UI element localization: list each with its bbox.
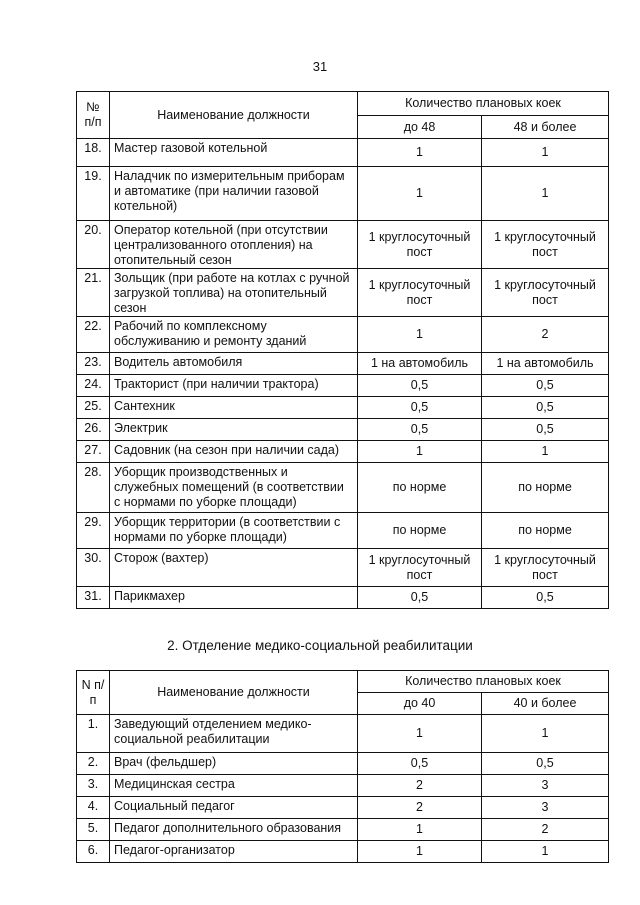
row-number: 1.: [77, 715, 110, 753]
count-col2: 1 круглосуточный пост: [482, 549, 609, 587]
count-col1: по норме: [358, 463, 482, 513]
table-row: [77, 513, 609, 549]
position-name: Педагог дополнительного образования: [110, 819, 358, 841]
table-row: [77, 419, 609, 441]
row-number: 24.: [77, 375, 110, 397]
count-col2: 0,5: [482, 753, 609, 775]
count-col1: 1: [358, 139, 482, 167]
row-number: 6.: [77, 841, 110, 863]
count-col1: 1: [358, 715, 482, 753]
position-name: Медицинская сестра: [110, 775, 358, 797]
count-col1: 1: [358, 317, 482, 353]
header-bed-count: Количество плановых коек: [358, 671, 609, 693]
position-name: Наладчик по измерительным приборам и автоматике (при наличии газовой котельной): [110, 167, 358, 221]
table-row: [77, 715, 609, 753]
count-col1: 0,5: [358, 753, 482, 775]
position-name: Уборщик производственных и служебных помещений (в соответствии с нормами по уборке площади): [110, 463, 358, 513]
count-col1: 1: [358, 819, 482, 841]
row-number: 22.: [77, 317, 110, 353]
table-row: [77, 775, 609, 797]
position-name: Мастер газовой котельной: [110, 139, 358, 167]
row-number: 31.: [77, 587, 110, 609]
row-number: 29.: [77, 513, 110, 549]
count-col2: 0,5: [482, 375, 609, 397]
count-col1: 0,5: [358, 419, 482, 441]
table-row: [77, 167, 609, 221]
position-name: Врач (фельдшер): [110, 753, 358, 775]
table-row: [77, 441, 609, 463]
row-number: 25.: [77, 397, 110, 419]
count-col1: 1: [358, 167, 482, 221]
count-col1: 1: [358, 841, 482, 863]
header-num: N п/п: [77, 671, 110, 715]
count-col2: 1 круглосуточный пост: [482, 269, 609, 317]
table-row: [77, 397, 609, 419]
count-col2: 3: [482, 797, 609, 819]
row-number: 20.: [77, 221, 110, 269]
header-col-40-and-more: 40 и более: [482, 693, 609, 715]
position-name: Садовник (на сезон при наличии сада): [110, 441, 358, 463]
count-col2: 0,5: [482, 397, 609, 419]
table-row: [77, 797, 609, 819]
count-col1: 0,5: [358, 587, 482, 609]
count-col1: 1 круглосуточный пост: [358, 221, 482, 269]
count-col1: по норме: [358, 513, 482, 549]
table-row: [77, 753, 609, 775]
table-row: [77, 841, 609, 863]
count-col2: 0,5: [482, 419, 609, 441]
table-row: [77, 317, 609, 353]
row-number: 3.: [77, 775, 110, 797]
count-col2: по норме: [482, 463, 609, 513]
position-name: Электрик: [110, 419, 358, 441]
count-col2: 2: [482, 819, 609, 841]
position-name: Заведующий отделением медико-социальной реабилитации: [110, 715, 358, 753]
row-number: 23.: [77, 353, 110, 375]
table-row: [77, 353, 609, 375]
position-name: Сантехник: [110, 397, 358, 419]
count-col2: 1 на автомобиль: [482, 353, 609, 375]
row-number: 26.: [77, 419, 110, 441]
count-col2: 1: [482, 841, 609, 863]
row-number: 19.: [77, 167, 110, 221]
header-col-up-to-40: до 40: [358, 693, 482, 715]
count-col2: по норме: [482, 513, 609, 549]
row-number: 18.: [77, 139, 110, 167]
table-row: [77, 221, 609, 269]
position-name: Водитель автомобиля: [110, 353, 358, 375]
page-number: 31: [312, 59, 328, 74]
count-col2: 1: [482, 715, 609, 753]
count-col2: 2: [482, 317, 609, 353]
position-name: Сторож (вахтер): [110, 549, 358, 587]
table-row: [77, 587, 609, 609]
table-row: [77, 375, 609, 397]
count-col1: 0,5: [358, 375, 482, 397]
header-col-48-and-more: 48 и более: [482, 116, 609, 139]
row-number: 28.: [77, 463, 110, 513]
position-name: Рабочий по комплексному обслуживанию и ремонту зданий: [110, 317, 358, 353]
count-col2: 3: [482, 775, 609, 797]
header-num: № п/п: [77, 92, 110, 139]
position-name: Социальный педагог: [110, 797, 358, 819]
table-row: [77, 269, 609, 317]
section-title: 2. Отделение медико-социальной реабилитации: [167, 638, 473, 653]
header-col-up-to-48: до 48: [358, 116, 482, 139]
position-name: Парикмахер: [110, 587, 358, 609]
header-bed-count: Количество плановых коек: [358, 92, 609, 116]
position-name: Тракторист (при наличии трактора): [110, 375, 358, 397]
count-col1: 1: [358, 441, 482, 463]
count-col2: 1: [482, 139, 609, 167]
row-number: 2.: [77, 753, 110, 775]
table-row: [77, 549, 609, 587]
count-col1: 0,5: [358, 397, 482, 419]
table-row: [77, 819, 609, 841]
staff-table-1: [76, 91, 609, 609]
row-number: 5.: [77, 819, 110, 841]
position-name: Оператор котельной (при отсутствии централизованного отопления) на отопительный сезон: [110, 221, 358, 269]
count-col2: 1: [482, 441, 609, 463]
header-position-name: Наименование должности: [110, 92, 358, 139]
position-name: Уборщик территории (в соответствии с нормами по уборке площади): [110, 513, 358, 549]
count-col1: 2: [358, 775, 482, 797]
count-col1: 1 круглосуточный пост: [358, 549, 482, 587]
count-col2: 1 круглосуточный пост: [482, 221, 609, 269]
count-col1: 2: [358, 797, 482, 819]
count-col1: 1 круглосуточный пост: [358, 269, 482, 317]
staff-table-2: [76, 670, 609, 863]
row-number: 27.: [77, 441, 110, 463]
table-row: [77, 463, 609, 513]
count-col2: 1: [482, 167, 609, 221]
position-name: Педагог-организатор: [110, 841, 358, 863]
header-position-name: Наименование должности: [110, 671, 358, 715]
count-col2: 0,5: [482, 587, 609, 609]
row-number: 21.: [77, 269, 110, 317]
position-name: Зольщик (при работе на котлах с ручной загрузкой топлива) на отопительный сезон: [110, 269, 358, 317]
table-row: [77, 139, 609, 167]
row-number: 30.: [77, 549, 110, 587]
count-col1: 1 на автомобиль: [358, 353, 482, 375]
row-number: 4.: [77, 797, 110, 819]
